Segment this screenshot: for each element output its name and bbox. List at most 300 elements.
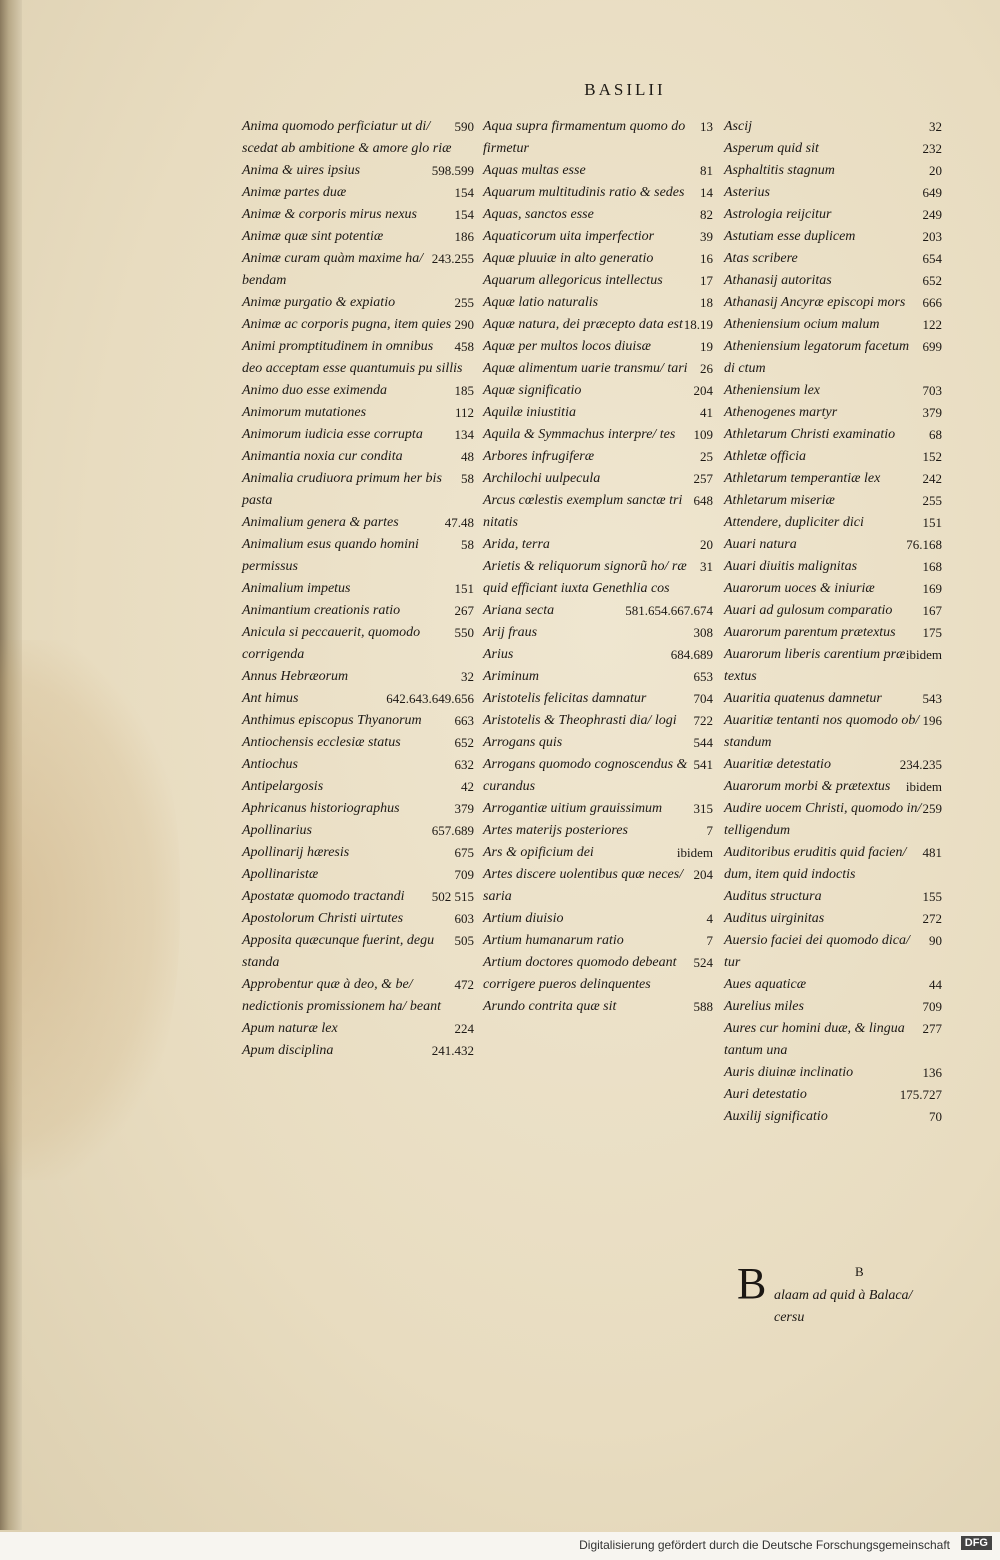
index-entry-page: 44 [929, 977, 942, 992]
index-entry-page: 684.689 [670, 647, 713, 662]
index-entry-text: Antiochus [242, 757, 298, 772]
index-entry-page: 472 [454, 977, 474, 992]
index-entry-text: Animi promptitudinem in omnibus deo acceptam esse quantumuis pu sillis [242, 339, 463, 376]
index-entry-page: 642.643.649.656 [386, 691, 474, 706]
index-entry [242, 930, 474, 974]
index-entry-text: Animantium creationis ratio [242, 603, 401, 618]
index-entry-page: 603 [454, 911, 474, 926]
index-entry-text: Aquæ natura, dei præcepto data est [483, 317, 683, 332]
index-entry [242, 292, 474, 314]
index-entry [483, 666, 713, 688]
index-entry-text: Athenogenes martyr [724, 405, 838, 420]
index-entry-page: 234.235 [899, 757, 942, 772]
index-entry-page: 31 [700, 559, 713, 574]
index-entry [242, 226, 474, 248]
index-entry-text: Animalium impetus [242, 581, 351, 596]
index-entry [724, 204, 942, 226]
index-entry [724, 512, 942, 534]
index-entry-page: 379 [922, 405, 942, 420]
index-entry-page: 308 [693, 625, 713, 640]
index-entry-text: Animo duo esse eximenda [242, 383, 388, 398]
index-entry [724, 182, 942, 204]
index-entry [724, 798, 942, 842]
index-entry-text: Aristotelis felicitas damnatur [483, 691, 647, 706]
index-entry [483, 534, 713, 556]
index-entry-text: Auari natura [724, 537, 797, 552]
index-entry-text: Arundo contrita quæ sit [483, 999, 617, 1014]
index-entry-page: 168 [922, 559, 942, 574]
index-entry-page: 649 [922, 185, 942, 200]
index-entry [242, 424, 474, 446]
index-entry-page: 224 [454, 1021, 474, 1036]
index-entry-page: 185 [454, 383, 474, 398]
footer-credit: Digitalisierung gefördert durch die Deutsche Forschungsgemeinschaft [579, 1538, 950, 1552]
index-entry-page: 290 [454, 317, 474, 332]
index-entry-page: 709 [922, 999, 942, 1014]
index-entry [483, 622, 713, 644]
index-entry [483, 446, 713, 468]
index-entry-page: 25 [700, 449, 713, 464]
index-entry [724, 424, 942, 446]
index-entry-text: Athletæ officia [724, 449, 807, 464]
index-entry-page: ibidem [676, 845, 713, 860]
index-entry [724, 996, 942, 1018]
index-entry-page: 458 [454, 339, 474, 354]
index-entry-text: Aqua supra firmamentum quomo do firmetur [483, 119, 686, 156]
index-entry [242, 886, 474, 908]
index-entry-page: 541 [693, 757, 713, 772]
index-entry [724, 402, 942, 424]
index-entry-text: Arrogantiæ uitium grauissimum [483, 801, 663, 816]
index-entry-text: Arcus cœlestis exemplum sanctæ tri nitatis [483, 493, 683, 530]
index-entry-page: 581.654.667.674 [625, 603, 713, 618]
index-entry-text: Astrologia reijcitur [724, 207, 832, 222]
index-entry-page: 242 [922, 471, 942, 486]
index-entry [242, 160, 474, 182]
index-entry-text: Auarorum liberis carentium præ textus [724, 647, 906, 684]
index-entry-page: 709 [454, 867, 474, 882]
index-entry-text: Approbentur quæ à deo, & be/ nedictionis promissionem ha/ beant [242, 977, 441, 1014]
index-entry [242, 842, 474, 864]
index-entry-text: Auersio faciei dei quomodo dica/ tur [724, 933, 910, 970]
index-entry [483, 358, 713, 380]
index-entry [242, 688, 474, 710]
index-entry [724, 116, 942, 138]
index-entry-text: Attendere, dupliciter dici [724, 515, 864, 530]
index-entry-page: 232 [922, 141, 942, 156]
index-entry-page: 109 [693, 427, 713, 442]
index-entry-page: 58 [461, 471, 474, 486]
index-entry [483, 314, 713, 336]
index-entry-text: Archilochi uulpecula [483, 471, 601, 486]
index-entry [242, 732, 474, 754]
index-entry [483, 182, 713, 204]
index-entry [724, 446, 942, 468]
index-entry-text: Audire uocem Christi, quomodo in/ telligendum [724, 801, 922, 838]
index-entry-text: Aurelius miles [724, 999, 804, 1014]
index-entry-page: 315 [693, 801, 713, 816]
index-entry-page: 666 [922, 295, 942, 310]
index-entry [483, 600, 713, 622]
index-entry-text: Aquarum multitudinis ratio & sedes [483, 185, 685, 200]
index-entry-text: Aures cur homini duæ, & lingua tantum una [724, 1021, 905, 1058]
index-entry [483, 908, 713, 930]
index-entry-page: 196 [922, 713, 942, 728]
index-entry-page: 82 [700, 207, 713, 222]
index-entry [483, 424, 713, 446]
index-entry-text: Auris diuinæ inclinatio [724, 1065, 854, 1080]
index-entry-page: 155 [922, 889, 942, 904]
index-entry-text: Aquæ latio naturalis [483, 295, 599, 310]
index-entry-text: Aristotelis & Theophrasti dia/ logi [483, 713, 677, 728]
index-entry-page: 7 [706, 823, 713, 838]
index-entry-page: 524 [693, 955, 713, 970]
index-entry-page: 90 [929, 933, 942, 948]
index-entry-text: Ascij [724, 119, 752, 134]
index-entry-page: 481 [922, 845, 942, 860]
index-entry-text: Aquila & Symmachus interpre/ tes [483, 427, 676, 442]
index-entry-text: Arij fraus [483, 625, 538, 640]
index-entry [483, 248, 713, 270]
index-entry-page: 632 [454, 757, 474, 772]
index-entry [242, 116, 474, 160]
index-entry-text: Athletarum miseriæ [724, 493, 835, 508]
index-entry [724, 688, 942, 710]
index-entry-text: Athanasij Ancyræ episcopi mors [724, 295, 906, 310]
index-entry-text: Artium doctores quomodo debeant corrigere pueros delinquentes [483, 955, 677, 992]
index-entry-text: Arbores infrugiferæ [483, 449, 595, 464]
decorated-initial: B [737, 1259, 767, 1308]
index-entry-page: 704 [693, 691, 713, 706]
index-entry-page: 175.727 [899, 1087, 942, 1102]
index-entry [483, 996, 713, 1018]
index-entry [242, 336, 474, 380]
index-entry-text: Aquæ per multos locos diuisæ [483, 339, 652, 354]
index-entry [483, 402, 713, 424]
index-column-1 [242, 116, 474, 1062]
index-entry-text: Animæ quæ sint potentiæ [242, 229, 384, 244]
index-entry-text: Apostolorum Christi uirtutes [242, 911, 404, 926]
index-entry [724, 292, 942, 314]
index-entry-text: Ant himus [242, 691, 299, 706]
index-entry [242, 578, 474, 600]
index-entry-text: Auri detestatio [724, 1087, 807, 1102]
index-entry-page: 186 [454, 229, 474, 244]
index-entry-page: 47.48 [444, 515, 474, 530]
index-entry-page: 42 [461, 779, 474, 794]
index-entry-page: 255 [922, 493, 942, 508]
index-entry [724, 380, 942, 402]
section-letter-heading: B [855, 1264, 864, 1279]
index-entry-page: 154 [454, 185, 474, 200]
index-entry [724, 226, 942, 248]
index-entry-text: Aquas multas esse [483, 163, 586, 178]
index-entry-text: Artium diuisio [483, 911, 564, 926]
index-entry-page: 663 [454, 713, 474, 728]
index-entry [483, 336, 713, 358]
index-entry-page: 122 [922, 317, 942, 332]
index-entry-page: 203 [922, 229, 942, 244]
index-entry [724, 842, 942, 886]
index-entry-text: Annus Hebræorum [242, 669, 349, 684]
index-entry-text: Antiochensis ecclesiæ status [242, 735, 401, 750]
index-entry-page: 167 [922, 603, 942, 618]
index-entry-page: 598.599 [431, 163, 474, 178]
index-entry [483, 116, 713, 160]
index-entry-text: Apposita quæcunque fuerint, degu standa [242, 933, 435, 970]
index-entry-page: 112 [454, 405, 474, 420]
index-entry-page: 257 [693, 471, 713, 486]
index-entry [724, 1062, 942, 1084]
index-entry [242, 204, 474, 226]
index-entry [724, 314, 942, 336]
index-entry [724, 336, 942, 380]
index-entry-text: Auditoribus eruditis quid facien/ dum, item quid indoctis [724, 845, 907, 882]
index-entry-text: Auari diuitis malignitas [724, 559, 858, 574]
index-column-2 [483, 116, 713, 1018]
index-entry-page: 722 [693, 713, 713, 728]
index-entry-page: ibidem [905, 779, 942, 794]
index-entry-text: Artes discere uolentibus quæ neces/ saria [483, 867, 684, 904]
index-entry [483, 798, 713, 820]
index-entry-text: Auditus uirginitas [724, 911, 825, 926]
index-entry [242, 754, 474, 776]
index-entry-text: Atheniensium legatorum facetum di ctum [724, 339, 910, 376]
index-entry-page: 68 [929, 427, 942, 442]
index-entry [242, 1040, 474, 1062]
index-entry-page: 32 [929, 119, 942, 134]
index-entry [724, 1084, 942, 1106]
section-b-first-entry: alaam ad quid à Balaca/ cersu [774, 1288, 913, 1325]
index-entry-text: Atheniensium lex [724, 383, 821, 398]
index-entry-page: 169 [922, 581, 942, 596]
index-entry-text: Aquæ significatio [483, 383, 582, 398]
index-entry-page: 267 [454, 603, 474, 618]
index-entry [483, 468, 713, 490]
index-entry-page: 20 [700, 537, 713, 552]
index-entry-text: Atas scribere [724, 251, 798, 266]
index-entry-text: Apollinarij hæresis [242, 845, 350, 860]
index-entry-page: 657.689 [431, 823, 474, 838]
index-entry [483, 270, 713, 292]
index-entry-text: Auaritiæ tentanti nos quomodo ob/ standum [724, 713, 920, 750]
index-entry-text: Ariana secta [483, 603, 555, 618]
index-entry-page: 7 [706, 933, 713, 948]
index-entry-text: Animæ purgatio & expiatio [242, 295, 396, 310]
index-entry-page: 699 [922, 339, 942, 354]
index-entry-page: 32 [461, 669, 474, 684]
index-entry [483, 490, 713, 534]
dfg-logo: DFG [961, 1536, 992, 1550]
index-entry [242, 798, 474, 820]
index-entry [483, 292, 713, 314]
index-entry [724, 534, 942, 556]
index-entry-page: 249 [922, 207, 942, 222]
index-entry [242, 248, 474, 292]
index-entry-text: Aphricanus historiographus [242, 801, 400, 816]
index-entry-page: 20 [929, 163, 942, 178]
index-entry-text: Arietis & reliquorum signorũ ho/ ræ quid efficiant iuxta Genethlia cos [483, 559, 687, 596]
index-entry-page: 39 [700, 229, 713, 244]
index-entry-text: Aquæ alimentum uarie transmu/ tari [483, 361, 688, 376]
index-entry [483, 952, 713, 996]
index-entry [483, 710, 713, 732]
index-entry-page: 243.255 [431, 251, 474, 266]
index-entry [724, 1106, 942, 1128]
index-entry-page: 259 [922, 801, 942, 816]
index-entry-page: 543 [922, 691, 942, 706]
index-entry-text: Auaritiæ detestatio [724, 757, 831, 772]
index-entry [483, 226, 713, 248]
index-entry-text: Animorum mutationes [242, 405, 367, 420]
index-entry-page: 26 [700, 361, 713, 376]
index-entry [724, 776, 942, 798]
index-entry-text: Asterius [724, 185, 770, 200]
index-entry-page: 134 [454, 427, 474, 442]
index-entry-page: 505 [454, 933, 474, 948]
index-entry [724, 710, 942, 754]
index-entry-text: Athanasij autoritas [724, 273, 832, 288]
index-entry [724, 556, 942, 578]
index-entry [724, 600, 942, 622]
index-entry [724, 490, 942, 512]
index-entry-text: Artium humanarum ratio [483, 933, 624, 948]
index-entry [242, 512, 474, 534]
index-entry [242, 908, 474, 930]
index-entry-page: 154 [454, 207, 474, 222]
index-entry [483, 556, 713, 600]
index-entry [483, 864, 713, 908]
index-entry [483, 644, 713, 666]
index-entry-text: Ars & opificium dei [483, 845, 594, 860]
index-entry [724, 930, 942, 974]
index-entry-page: 4 [706, 911, 713, 926]
index-entry [724, 622, 942, 644]
index-entry-text: Aues aquaticæ [724, 977, 807, 992]
index-entry [724, 468, 942, 490]
index-entry-text: Animæ curam quàm maxime ha/ bendam [242, 251, 424, 288]
index-entry-text: Animæ partes duæ [242, 185, 347, 200]
index-entry-text: Astutiam esse duplicem [724, 229, 856, 244]
index-entry [242, 380, 474, 402]
index-entry-page: 703 [922, 383, 942, 398]
index-entry-text: Arrogans quis [483, 735, 563, 750]
index-entry-page: 590 [454, 119, 474, 134]
index-entry-text: Artes materijs posteriores [483, 823, 628, 838]
index-entry-text: Animæ & corporis mirus nexus [242, 207, 417, 222]
index-entry [483, 732, 713, 754]
index-entry-text: Auaritia quatenus damnetur [724, 691, 882, 706]
index-entry-text: Auarorum morbi & prætextus [724, 779, 891, 794]
index-entry-text: Anima & uires ipsius [242, 163, 361, 178]
index-entry [724, 886, 942, 908]
index-entry-page: 19 [700, 339, 713, 354]
index-entry [724, 578, 942, 600]
index-entry-text: Apostatæ quomodo tractandi [242, 889, 405, 904]
index-entry [724, 644, 942, 688]
water-stain [0, 640, 180, 1180]
index-entry [242, 534, 474, 578]
index-entry-page: 16 [700, 251, 713, 266]
index-entry-text: Aquarum allegoricus intellectus [483, 273, 663, 288]
index-entry-text: Apollinaristæ [242, 867, 319, 882]
index-entry [483, 688, 713, 710]
index-entry-page: 48 [461, 449, 474, 464]
index-entry-text: Antipelargosis [242, 779, 324, 794]
index-entry-page: 588 [693, 999, 713, 1014]
index-entry-text: Auari ad gulosum comparatio [724, 603, 893, 618]
index-entry [242, 314, 474, 336]
index-entry-page: 653 [693, 669, 713, 684]
index-entry-text: Apum naturæ lex [242, 1021, 338, 1036]
index-entry-text: Athletarum Christi examinatio [724, 427, 896, 442]
index-entry-page: 241.432 [431, 1043, 474, 1058]
index-entry-text: Animalium esus quando homini permissus [242, 537, 419, 574]
index-entry-page: 502 515 [431, 889, 474, 904]
index-entry-text: Arida, terra [483, 537, 550, 552]
index-entry [242, 468, 474, 512]
index-entry-text: Ariminum [483, 669, 539, 684]
index-entry [242, 820, 474, 842]
index-entry-page: 379 [454, 801, 474, 816]
index-entry-page: 17 [700, 273, 713, 288]
index-entry-page: 18.19 [683, 317, 713, 332]
index-entry-page: 652 [454, 735, 474, 750]
index-entry-page: 277 [922, 1021, 942, 1036]
index-entry [724, 754, 942, 776]
index-entry [483, 820, 713, 842]
index-entry-page: 136 [922, 1065, 942, 1080]
index-entry-page: 550 [454, 625, 474, 640]
index-entry-text: Aquas, sanctos esse [483, 207, 594, 222]
index-entry-text: Atheniensium ocium malum [724, 317, 880, 332]
index-entry-text: Auarorum uoces & iniuriæ [724, 581, 875, 596]
index-entry-page: 272 [922, 911, 942, 926]
index-entry [483, 930, 713, 952]
index-entry [724, 270, 942, 292]
index-entry-text: Animorum iudicia esse corrupta [242, 427, 423, 442]
index-entry [483, 842, 713, 864]
index-entry-text: Apollinarius [242, 823, 313, 838]
index-entry-text: Aquilæ iniustitia [483, 405, 576, 420]
index-entry-text: Animalia crudiuora primum her bis pasta [242, 471, 442, 508]
index-entry-text: Animalium genera & partes [242, 515, 399, 530]
index-entry-page: 675 [454, 845, 474, 860]
index-entry-text: Animæ ac corporis pugna, item quies [242, 317, 452, 332]
index-entry-page: 204 [693, 383, 713, 398]
index-entry [242, 1018, 474, 1040]
index-entry-page: 14 [700, 185, 713, 200]
index-entry-page: 544 [693, 735, 713, 750]
index-entry [242, 710, 474, 732]
index-entry [483, 380, 713, 402]
index-entry-text: Aquaticorum uita imperfectior [483, 229, 655, 244]
index-entry [724, 138, 942, 160]
index-entry [724, 248, 942, 270]
index-entry-text: Auditus structura [724, 889, 822, 904]
index-entry-page: 76.168 [906, 537, 942, 552]
index-entry [242, 446, 474, 468]
index-entry [242, 600, 474, 622]
index-entry-page: 18 [700, 295, 713, 310]
index-entry [242, 974, 474, 1018]
index-entry-page: 41 [700, 405, 713, 420]
index-entry-text: Auxilij significatio [724, 1109, 828, 1124]
index-entry [724, 908, 942, 930]
index-entry [242, 402, 474, 424]
index-entry-page: 652 [922, 273, 942, 288]
index-entry-text: Asphaltitis stagnum [724, 163, 835, 178]
